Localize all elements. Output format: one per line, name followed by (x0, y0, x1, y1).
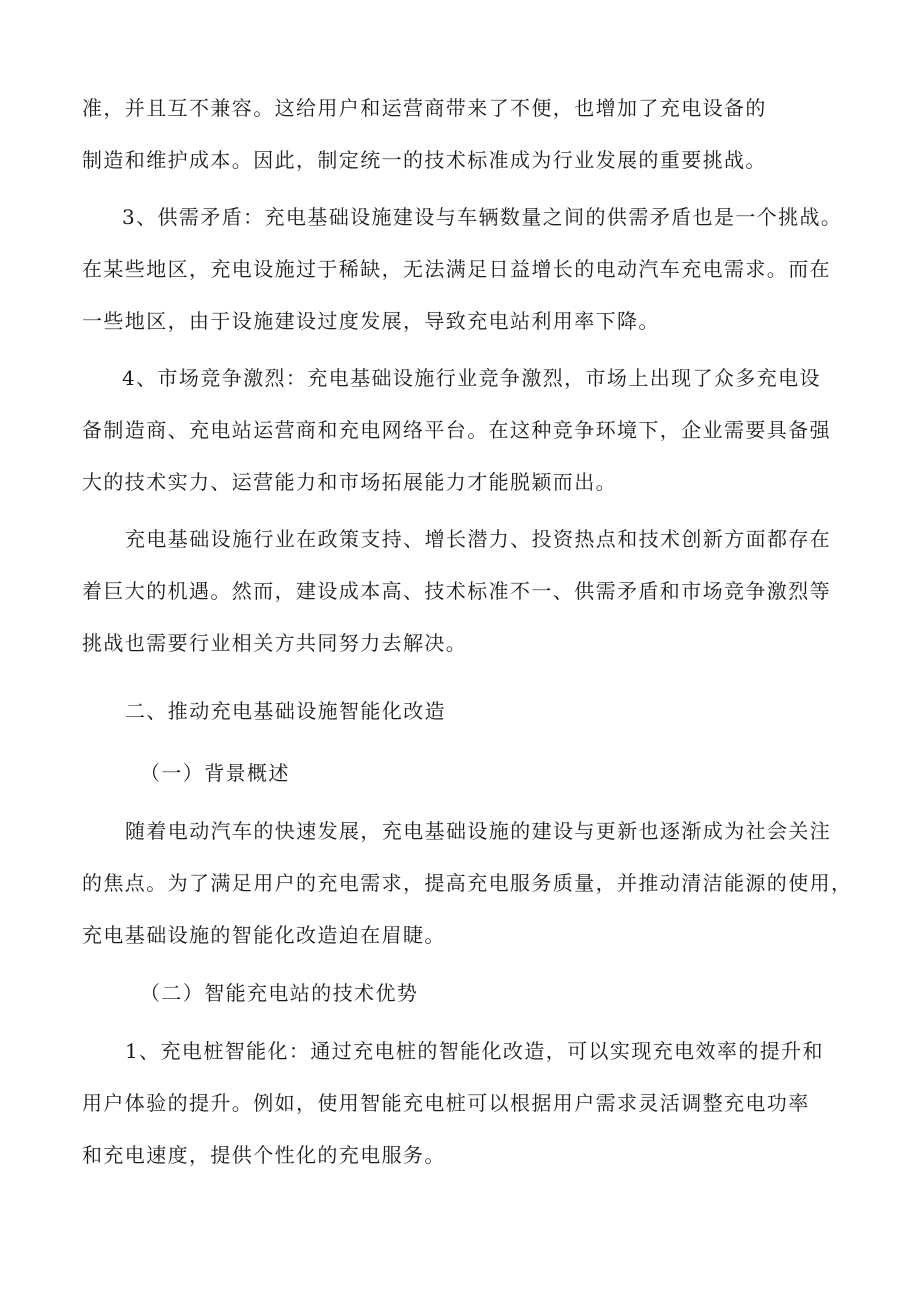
text-line-2: 制造和维护成本。因此，制定统一的技术标准成为行业发展的重要挑战。 (82, 148, 767, 172)
text-line-14: 随着电动汽车的快速发展，充电基础设施的建设与更新也逐渐成为社会关注 (125, 819, 832, 843)
text-line-6: 4、市场竞争激烈：充电基础设施行业竞争激烈，市场上出现了众多充电设 (122, 366, 821, 390)
text-line-8: 大的技术实力、运营能力和市场拓展能力才能脱颖而出。 (82, 470, 617, 494)
text-line-16: 充电基础设施的智能化改造迫在眉睫。 (82, 923, 446, 947)
text-line-20: 和充电速度，提供个性化的充电服务。 (82, 1143, 446, 1167)
text-line-10: 着巨大的机遇。然而，建设成本高、技术标准不一、供需矛盾和市场竞争激烈等 (82, 579, 831, 603)
text-line-3: 3、供需矛盾：充电基础设施建设与车辆数量之间的供需矛盾也是一个挑战。 (122, 205, 843, 229)
text-line-1: 准，并且互不兼容。这给用户和运营商带来了不便，也增加了充电设备的 (82, 96, 767, 120)
subsection-heading-1: （一）背景概述 (140, 761, 290, 785)
text-line-19: 用户体验的提升。例如，使用智能充电桩可以根据用户需求灵活调整充电功率 (82, 1091, 810, 1115)
text-line-9: 充电基础设施行业在政策支持、增长潜力、投资热点和技术创新方面都存在 (125, 527, 832, 551)
subsection-heading-2: （二）智能充电站的技术优势 (140, 981, 419, 1005)
text-line-7: 备制造商、充电站运营商和充电网络平台。在这种竞争环境下，企业需要具备强 (82, 418, 831, 442)
text-line-4: 在某些地区，充电设施过于稀缺，无法满足日益增长的电动汽车充电需求。而在 (82, 257, 831, 281)
text-line-15: 的焦点。为了满足用户的充电需求，提高充电服务质量，并推动清洁能源的使用， (82, 871, 853, 895)
text-line-18: 1、充电桩智能化：通过充电桩的智能化改造，可以实现充电效率的提升和 (125, 1039, 824, 1063)
text-line-11: 挑战也需要行业相关方共同努力去解决。 (82, 631, 468, 655)
text-line-5: 一些地区，由于设施建设过度发展，导致充电站利用率下降。 (82, 309, 660, 333)
section-heading: 二、推动充电基础设施智能化改造 (125, 699, 446, 723)
